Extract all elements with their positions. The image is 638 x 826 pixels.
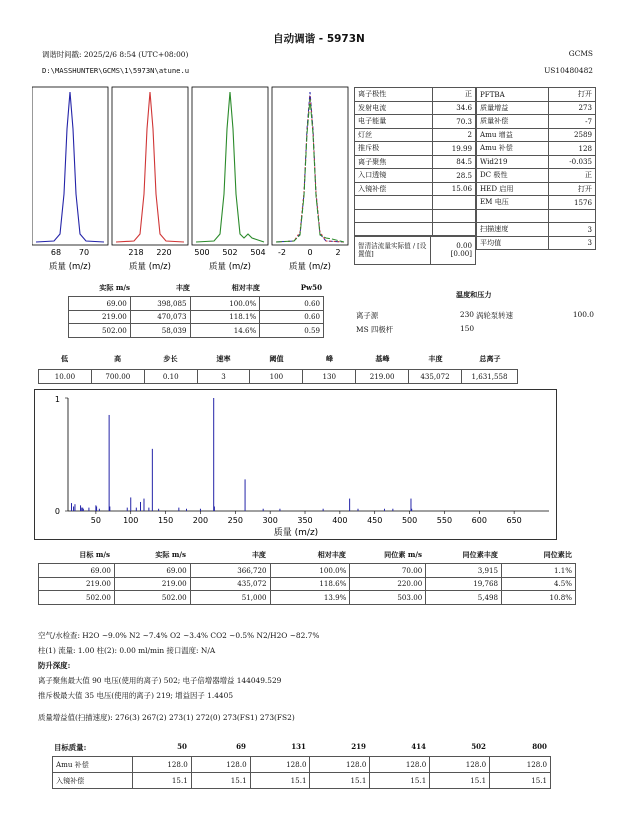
param-row [477, 101, 596, 115]
param-value: 128 [549, 142, 596, 156]
ratio-row [69, 324, 324, 338]
param-row [355, 101, 476, 115]
target-cell: 69.00 [39, 564, 115, 578]
param-value [433, 196, 476, 210]
target-row [39, 591, 576, 605]
temp-source-value: 230 [459, 310, 474, 319]
peak-frame [112, 87, 188, 245]
x-tick-label: 250 [227, 516, 243, 525]
param-label: 入镜补偿 [355, 182, 433, 196]
quality-cell: 128.0 [490, 757, 551, 773]
peak-trace [36, 92, 104, 242]
param-row [477, 115, 596, 129]
peak-trace [196, 92, 264, 242]
timestamp-label: 调谐时间戳: [42, 50, 82, 59]
param-value: 3 [549, 236, 596, 250]
limits-title: 防升深度: [38, 661, 71, 670]
param-row [477, 209, 596, 223]
scan-cell: 1,631,558 [462, 370, 518, 384]
param-row [355, 155, 476, 169]
temp-quad-value: 150 [460, 324, 475, 333]
x-tick-label: 150 [157, 516, 174, 525]
quality-cell: 128.0 [191, 757, 250, 773]
purge-label: 智清洁流量实际值 / [设置值] [355, 236, 431, 265]
param-row [477, 196, 596, 210]
target-cell: 51,000 [190, 591, 270, 605]
param-label: 质量补偿 [477, 115, 549, 129]
scan-col-header: 低 [60, 354, 69, 363]
param-row [477, 88, 596, 102]
overlay-trace-69 [276, 92, 344, 242]
scan-cell: 10.00 [39, 370, 92, 384]
scan-cell: 700.00 [91, 370, 144, 384]
scan-cell: 130 [303, 370, 356, 384]
spectrum-xlabel: 质量 (m/z) [273, 528, 319, 538]
param-label: Wid219 [477, 155, 549, 169]
scan-table [38, 369, 518, 384]
param-value: -7 [549, 115, 596, 129]
param-label [355, 223, 433, 237]
purge-value: 0.00 [456, 241, 472, 250]
target-cell: 219.00 [114, 577, 190, 591]
timestamp-value: 2025/2/6 8:54 (UTC+08:00) [83, 50, 189, 59]
x-tick-label: 600 [471, 516, 487, 525]
quality-cell: 128.0 [370, 757, 430, 773]
peak-xlabel: 质量 (m/z) [49, 262, 91, 272]
ratio-cell: 0.60 [260, 310, 324, 324]
target-mass-header: 414 [411, 742, 426, 751]
ratio-cell: 58,039 [130, 324, 190, 338]
param-label: 平均值 [477, 236, 549, 250]
quality-cell: 15.1 [490, 773, 551, 789]
quality-cell: 128.0 [132, 757, 191, 773]
param-value: 34.6 [433, 101, 476, 115]
scan-row [39, 370, 518, 384]
peak-xlabel: 质量 (m/z) [129, 262, 171, 272]
target-mass-header: 502 [471, 742, 486, 751]
ratio-cell: 470,073 [130, 310, 190, 324]
peak-tick-label: 504 [250, 248, 266, 257]
param-value: 打开 [549, 88, 596, 102]
quality-cell: 128.0 [310, 757, 370, 773]
ratio-row [69, 297, 324, 311]
target-cell: 502.00 [39, 591, 115, 605]
mass-gain-values: 质量增益值(扫描速度): 276(3) 267(2) 273(1) 272(0) 273(FS1) 273(FS2) [38, 713, 295, 722]
scan-col-header: 基峰 [375, 354, 390, 363]
ratio-col-header: Pw50 [300, 283, 322, 292]
peak-tick-label: 70 [78, 248, 90, 257]
param-row [477, 223, 596, 237]
quality-cell: 15.1 [191, 773, 250, 789]
temp-source-label: 离子源 [356, 311, 379, 320]
param-value: 84.5 [433, 155, 476, 169]
param-label: Amu 补偿 [477, 142, 549, 156]
param-row [355, 142, 476, 156]
y-tick-label: 1 [54, 395, 60, 404]
quality-cell: 128.0 [250, 757, 310, 773]
spectrum-chart [34, 389, 558, 541]
ratio-cell: 69.00 [69, 297, 131, 311]
quality-cell: 128.0 [430, 757, 490, 773]
x-tick-label: 300 [262, 516, 278, 525]
param-row [355, 223, 476, 237]
target-cell: 118.6% [270, 577, 350, 591]
target-mass-header: 800 [532, 742, 547, 751]
target-cell: 19,768 [426, 577, 502, 591]
param-value: 2589 [549, 128, 596, 142]
target-cell: 219.00 [39, 577, 115, 591]
temp-pressure-title: 温度和压力 [456, 290, 492, 299]
ratio-col-header: 丰度 [175, 283, 190, 292]
x-tick-label: 50 [90, 516, 101, 525]
param-label: 电子能量 [355, 115, 433, 129]
peak-tick-label: 502 [222, 248, 238, 257]
target-mass-title: 目标质量: [54, 743, 87, 752]
param-value [433, 209, 476, 223]
target-col-header: 丰度 [251, 550, 266, 559]
param-row [355, 209, 476, 223]
param-label: 灯丝 [355, 128, 433, 142]
peak-tick-label: 220 [156, 248, 172, 257]
param-row [355, 196, 476, 210]
x-tick-label: 650 [506, 516, 522, 525]
param-value: 19.99 [433, 142, 476, 156]
peak-plot-502 [192, 87, 268, 272]
scan-cell: 219.00 [356, 370, 409, 384]
param-label [355, 196, 433, 210]
param-value: 273 [549, 101, 596, 115]
param-row [355, 88, 476, 102]
ratio-cell: 502.00 [69, 324, 131, 338]
target-cell: 100.0% [270, 564, 350, 578]
target-cell: 3,915 [426, 564, 502, 578]
param-value: 正 [433, 88, 476, 102]
quality-cell: 15.1 [132, 773, 191, 789]
target-col-header: 实际 m/s [155, 550, 186, 559]
peak-tick-label: -2 [278, 248, 286, 257]
x-tick-label: 350 [297, 516, 313, 525]
peak-frame [272, 87, 348, 245]
peak-frame [192, 87, 268, 245]
scan-cell: 3 [197, 370, 250, 384]
param-label: 离子聚焦 [355, 155, 433, 169]
param-row [477, 169, 596, 183]
x-tick-label: 400 [332, 516, 348, 525]
ratio-cell: 0.59 [260, 324, 324, 338]
scan-cell: 0.10 [144, 370, 197, 384]
param-value: 2 [433, 128, 476, 142]
peak-xlabel: 质量 (m/z) [209, 262, 251, 272]
param-row [477, 236, 596, 250]
target-mass-header: 50 [177, 742, 187, 751]
param-label [477, 209, 549, 223]
purge-table [354, 235, 476, 265]
quality-label: 入镜补偿 [53, 773, 133, 789]
turbo-speed-label: 涡轮泵转速 [476, 311, 513, 320]
param-value: 70.3 [433, 115, 476, 129]
param-label: Amu 增益 [477, 128, 549, 142]
focus-limit: 推斥极最大值 35 电压(使用的离子) 219; 增益因子 1.4405 [38, 691, 234, 700]
target-cell: 10.8% [502, 591, 576, 605]
peak-xlabel: 质量 (m/z) [289, 262, 331, 272]
ratio-row [69, 310, 324, 324]
ratio-col-header: 实际 m/s [99, 283, 130, 292]
target-cell: 435,072 [190, 577, 270, 591]
ratio-cell: 14.6% [190, 324, 260, 338]
scan-col-header: 高 [113, 354, 122, 363]
quality-label: Amu 补偿 [53, 757, 133, 773]
param-label [355, 209, 433, 223]
ratio-cell: 219.00 [69, 310, 131, 324]
ratio-cell: 100.0% [190, 297, 260, 311]
peak-tick-label: 68 [50, 248, 62, 257]
target-cell: 503.00 [350, 591, 426, 605]
target-col-header: 同位素 m/s [384, 550, 422, 559]
ratio-cell: 398,085 [130, 297, 190, 311]
target-row [39, 564, 576, 578]
timestamp-line [42, 49, 188, 60]
temp-quad-label: MS 四极杆 [356, 325, 394, 334]
target-mass-header: 219 [351, 742, 366, 751]
target-cell: 69.00 [114, 564, 190, 578]
air-water-check: 空气/水检查: H2O ~9.0% N2 ~7.4% O2 ~3.4% CO2 ~0.5% N2/H2O ~82.7% [38, 631, 320, 640]
target-row [39, 577, 576, 591]
target-cell: 220.00 [350, 577, 426, 591]
x-tick-label: 450 [367, 516, 383, 525]
serial-number: US10480482 [544, 66, 593, 75]
target-col-header: 同位素比 [543, 550, 572, 559]
quality-table [52, 756, 551, 789]
target-mass-header: 131 [291, 742, 306, 751]
param-value: 28.5 [433, 169, 476, 183]
peak-plot-219 [112, 87, 188, 272]
peak-plot-69 [32, 87, 108, 272]
param-row [355, 115, 476, 129]
instrument-type: GCMS [568, 49, 593, 58]
param-label: 扫描速度 [477, 223, 549, 237]
quality-cell: 15.1 [370, 773, 430, 789]
target-table [38, 563, 576, 605]
purge-setpoint: [0.00] [450, 249, 472, 258]
scan-cell: 435,072 [409, 370, 462, 384]
turbo-speed-value: 100.0 [572, 310, 594, 319]
scan-col-header: 阈值 [269, 354, 284, 363]
param-row [355, 169, 476, 183]
param-value [549, 209, 596, 223]
y-tick-label: 0 [54, 507, 60, 516]
param-row [355, 128, 476, 142]
params-right-table [476, 87, 596, 250]
param-row [477, 155, 596, 169]
target-cell: 1.1% [502, 564, 576, 578]
param-label: PFTBA [477, 88, 549, 102]
param-label: DC 极性 [477, 169, 549, 183]
param-row [477, 128, 596, 142]
quality-cell: 15.1 [310, 773, 370, 789]
peak-plot-overlay [272, 87, 348, 272]
param-row [477, 182, 596, 196]
overlay-trace-502 [276, 99, 344, 242]
param-value [433, 223, 476, 237]
params-left-table [354, 87, 476, 237]
param-label: 入口透镜 [355, 169, 433, 183]
scan-cell: 100 [250, 370, 303, 384]
x-tick-label: 200 [192, 516, 209, 525]
ratio-col-header: 相对丰度 [231, 283, 260, 292]
param-value: 15.06 [433, 182, 476, 196]
column-flow: 柱(1) 流量: 1.00 柱(2): 0.00 ml/min 接口温度: N/A [38, 646, 216, 655]
target-cell: 5,498 [426, 591, 502, 605]
scan-col-header: 峰 [325, 354, 334, 363]
param-value: -0.035 [549, 155, 596, 169]
param-label: 推斥极 [355, 142, 433, 156]
peak-tick-label: 2 [335, 248, 341, 257]
param-value: 正 [549, 169, 596, 183]
target-mass-header: 69 [236, 742, 246, 751]
target-col-header: 相对丰度 [317, 550, 346, 559]
param-value: 1576 [549, 196, 596, 210]
purge-row [355, 236, 476, 265]
target-cell: 13.9% [270, 591, 350, 605]
scan-col-header: 速率 [216, 354, 231, 363]
report-title: 自动调谐 - 5973N [273, 33, 365, 45]
peak-tick-label: 0 [307, 248, 313, 257]
param-value: 3 [549, 223, 596, 237]
quality-row [53, 773, 551, 789]
purge-values [431, 236, 476, 265]
x-tick-label: 500 [401, 516, 418, 525]
param-label: HED 启用 [477, 182, 549, 196]
param-label: 离子极性 [355, 88, 433, 102]
quality-cell: 15.1 [430, 773, 490, 789]
param-label: 质量增益 [477, 101, 549, 115]
param-value: 打开 [549, 182, 596, 196]
peak-profiles [32, 84, 354, 274]
target-cell: 502.00 [114, 591, 190, 605]
target-cell: 366,720 [190, 564, 270, 578]
quality-cell: 15.1 [250, 773, 310, 789]
target-cell: 70.00 [350, 564, 426, 578]
ratio-table [68, 296, 324, 338]
quality-row [53, 757, 551, 773]
param-row [477, 142, 596, 156]
target-cell: 4.5% [502, 577, 576, 591]
ratio-cell: 0.60 [260, 297, 324, 311]
scan-col-header: 丰度 [428, 354, 443, 363]
x-tick-label: 550 [436, 516, 453, 525]
scan-col-header: 步长 [163, 354, 178, 363]
target-col-header: 目标 m/s [79, 550, 110, 559]
param-label: 发射电流 [355, 101, 433, 115]
ratio-cell: 118.1% [190, 310, 260, 324]
method-path: D:\MASSHUNTER\GCMS\1\5973N\atune.u [42, 66, 190, 75]
overlay-trace-219 [276, 96, 344, 242]
repeller-limit: 离子聚焦最大值 90 电压(使用的离子) 502; 电子倍增器增益 144049.529 [38, 676, 282, 685]
target-col-header: 同位素丰度 [462, 550, 498, 559]
peak-tick-label: 500 [194, 248, 210, 257]
param-row [355, 182, 476, 196]
param-label: EM 电压 [477, 196, 549, 210]
peak-frame [32, 87, 108, 245]
peak-tick-label: 218 [128, 248, 144, 257]
x-tick-label: 100 [123, 516, 139, 525]
scan-col-header: 总离子 [479, 354, 501, 363]
peak-trace [116, 92, 184, 242]
